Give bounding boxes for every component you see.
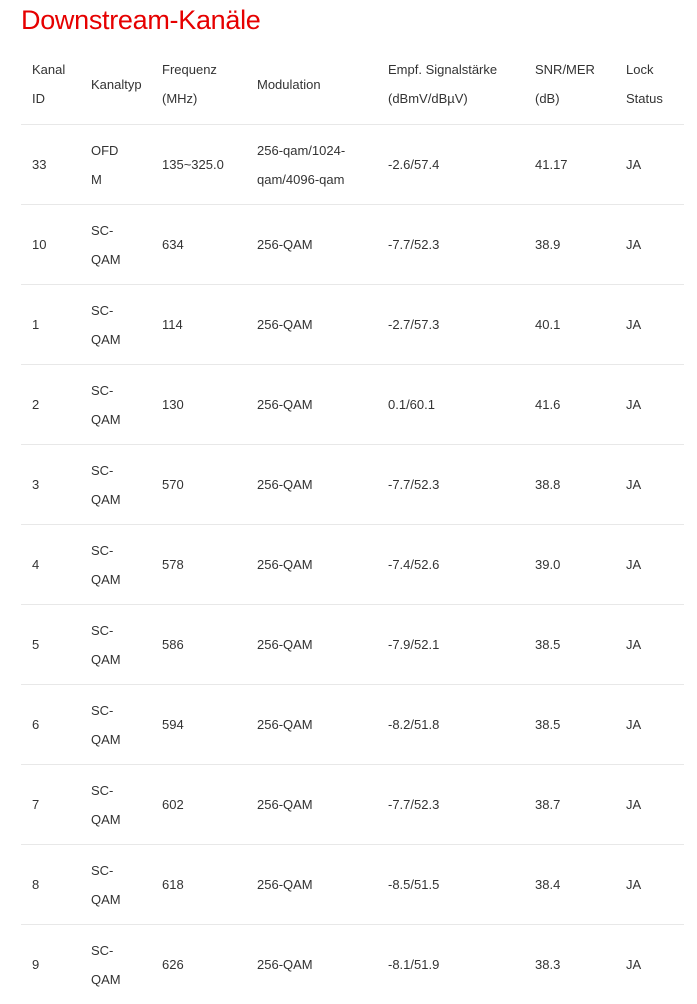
cell-modulation — [246, 125, 377, 205]
header-frequenz-label: Frequenz (MHz) — [162, 55, 222, 113]
cell-modulation-text: 256-QAM — [257, 470, 352, 499]
cell-modulation — [246, 845, 377, 925]
cell-lock-status: JA — [615, 605, 684, 685]
cell-kanaltyp-text: SC-QAM — [91, 696, 127, 754]
cell-snr: 38.3 — [524, 925, 615, 1004]
cell-snr: 41.6 — [524, 365, 615, 445]
cell-snr: 39.0 — [524, 525, 615, 605]
table-row — [21, 685, 684, 765]
header-lock-status-label: Lock Status — [626, 55, 670, 113]
cell-modulation — [246, 605, 377, 685]
cell-kanal-id: 4 — [21, 525, 80, 605]
table-row — [21, 365, 684, 445]
cell-lock-status: JA — [615, 845, 684, 925]
cell-lock-status: JA — [615, 125, 684, 205]
cell-modulation-text: 256-QAM — [257, 950, 352, 979]
cell-kanaltyp — [80, 765, 151, 845]
cell-kanal-id: 5 — [21, 605, 80, 685]
cell-kanaltyp-text: SC-QAM — [91, 936, 127, 994]
cell-kanaltyp — [80, 525, 151, 605]
cell-signalstaerke: -7.7/52.3 — [377, 765, 524, 845]
table-header-row — [21, 44, 684, 125]
cell-snr: 38.4 — [524, 845, 615, 925]
cell-modulation — [246, 525, 377, 605]
cell-kanaltyp — [80, 365, 151, 445]
cell-frequenz: 594 — [151, 685, 246, 765]
cell-kanaltyp-text: SC-QAM — [91, 376, 127, 434]
cell-modulation-text: 256-QAM — [257, 790, 352, 819]
cell-lock-status: JA — [615, 285, 684, 365]
cell-modulation — [246, 765, 377, 845]
cell-kanaltyp — [80, 205, 151, 285]
cell-kanaltyp-text: SC-QAM — [91, 536, 127, 594]
cell-lock-status: JA — [615, 685, 684, 765]
cell-frequenz: 602 — [151, 765, 246, 845]
cell-snr: 38.9 — [524, 205, 615, 285]
cell-snr: 40.1 — [524, 285, 615, 365]
cell-modulation — [246, 685, 377, 765]
cell-modulation-text: 256-QAM — [257, 630, 352, 659]
cell-modulation-text: 256-QAM — [257, 710, 352, 739]
cell-modulation-text: 256-QAM — [257, 230, 352, 259]
cell-kanaltyp — [80, 605, 151, 685]
cell-modulation-text: 256-QAM — [257, 870, 352, 899]
table-row — [21, 605, 684, 685]
table-row — [21, 525, 684, 605]
table-row — [21, 765, 684, 845]
cell-kanal-id: 1 — [21, 285, 80, 365]
cell-snr: 38.5 — [524, 685, 615, 765]
header-snr-label: SNR/MER (dB) — [535, 55, 601, 113]
cell-kanaltyp-text: SC-QAM — [91, 856, 127, 914]
cell-signalstaerke: -2.6/57.4 — [377, 125, 524, 205]
cell-kanaltyp — [80, 685, 151, 765]
cell-frequenz: 570 — [151, 445, 246, 525]
cell-frequenz: 578 — [151, 525, 246, 605]
cell-signalstaerke: -7.4/52.6 — [377, 525, 524, 605]
table-row — [21, 845, 684, 925]
header-modulation: Modulation — [246, 44, 377, 125]
cell-kanal-id: 6 — [21, 685, 80, 765]
cell-frequenz: 634 — [151, 205, 246, 285]
cell-modulation — [246, 365, 377, 445]
table-row — [21, 285, 684, 365]
header-kanaltyp: Kanaltyp — [80, 44, 151, 125]
cell-kanaltyp-text: SC-QAM — [91, 296, 127, 354]
cell-kanaltyp — [80, 125, 151, 205]
cell-modulation-text: 256-qam/1024-qam/4096-qam — [257, 136, 352, 194]
cell-frequenz: 135~325.0 — [151, 125, 246, 205]
header-snr — [524, 44, 615, 125]
header-frequenz — [151, 44, 246, 125]
cell-kanaltyp — [80, 845, 151, 925]
cell-lock-status: JA — [615, 445, 684, 525]
table-row — [21, 205, 684, 285]
cell-snr: 38.8 — [524, 445, 615, 525]
cell-kanaltyp — [80, 445, 151, 525]
cell-signalstaerke: -8.2/51.8 — [377, 685, 524, 765]
cell-kanaltyp-text: SC-QAM — [91, 456, 127, 514]
page-title: Downstream-Kanäle — [21, 2, 261, 38]
cell-lock-status: JA — [615, 925, 684, 1004]
cell-modulation-text: 256-QAM — [257, 550, 352, 579]
header-kanal-id-label: Kanal ID — [32, 55, 72, 113]
cell-kanaltyp-text: SC-QAM — [91, 216, 127, 274]
cell-lock-status: JA — [615, 525, 684, 605]
cell-frequenz: 626 — [151, 925, 246, 1004]
cell-signalstaerke: -7.7/52.3 — [377, 445, 524, 525]
cell-kanal-id: 33 — [21, 125, 80, 205]
cell-kanaltyp-text: SC-QAM — [91, 776, 127, 834]
cell-kanaltyp — [80, 285, 151, 365]
downstream-channels-table — [21, 44, 684, 1004]
header-signalstaerke: Empf. Signalstärke (dBmV/dBµV) — [377, 44, 524, 125]
cell-kanal-id: 7 — [21, 765, 80, 845]
cell-kanal-id: 8 — [21, 845, 80, 925]
cell-modulation — [246, 445, 377, 525]
cell-lock-status: JA — [615, 365, 684, 445]
cell-frequenz: 586 — [151, 605, 246, 685]
cell-signalstaerke: -7.7/52.3 — [377, 205, 524, 285]
cell-snr: 38.7 — [524, 765, 615, 845]
cell-kanal-id: 2 — [21, 365, 80, 445]
table-row — [21, 445, 684, 525]
cell-modulation-text: 256-QAM — [257, 390, 352, 419]
table-row — [21, 125, 684, 205]
cell-signalstaerke: 0.1/60.1 — [377, 365, 524, 445]
cell-signalstaerke: -8.5/51.5 — [377, 845, 524, 925]
cell-frequenz: 130 — [151, 365, 246, 445]
cell-kanaltyp-text: OFDM — [91, 136, 127, 194]
table-row — [21, 925, 684, 1004]
cell-kanal-id: 10 — [21, 205, 80, 285]
cell-kanaltyp — [80, 925, 151, 1004]
cell-kanal-id: 3 — [21, 445, 80, 525]
header-lock-status — [615, 44, 684, 125]
cell-signalstaerke: -2.7/57.3 — [377, 285, 524, 365]
cell-kanaltyp-text: SC-QAM — [91, 616, 127, 674]
cell-lock-status: JA — [615, 205, 684, 285]
cell-snr: 41.17 — [524, 125, 615, 205]
header-kanal-id — [21, 44, 80, 125]
cell-modulation — [246, 205, 377, 285]
cell-frequenz: 114 — [151, 285, 246, 365]
cell-snr: 38.5 — [524, 605, 615, 685]
cell-lock-status: JA — [615, 765, 684, 845]
cell-signalstaerke: -7.9/52.1 — [377, 605, 524, 685]
cell-modulation-text: 256-QAM — [257, 310, 352, 339]
cell-kanal-id: 9 — [21, 925, 80, 1004]
cell-signalstaerke: -8.1/51.9 — [377, 925, 524, 1004]
cell-modulation — [246, 925, 377, 1004]
cell-frequenz: 618 — [151, 845, 246, 925]
cell-modulation — [246, 285, 377, 365]
